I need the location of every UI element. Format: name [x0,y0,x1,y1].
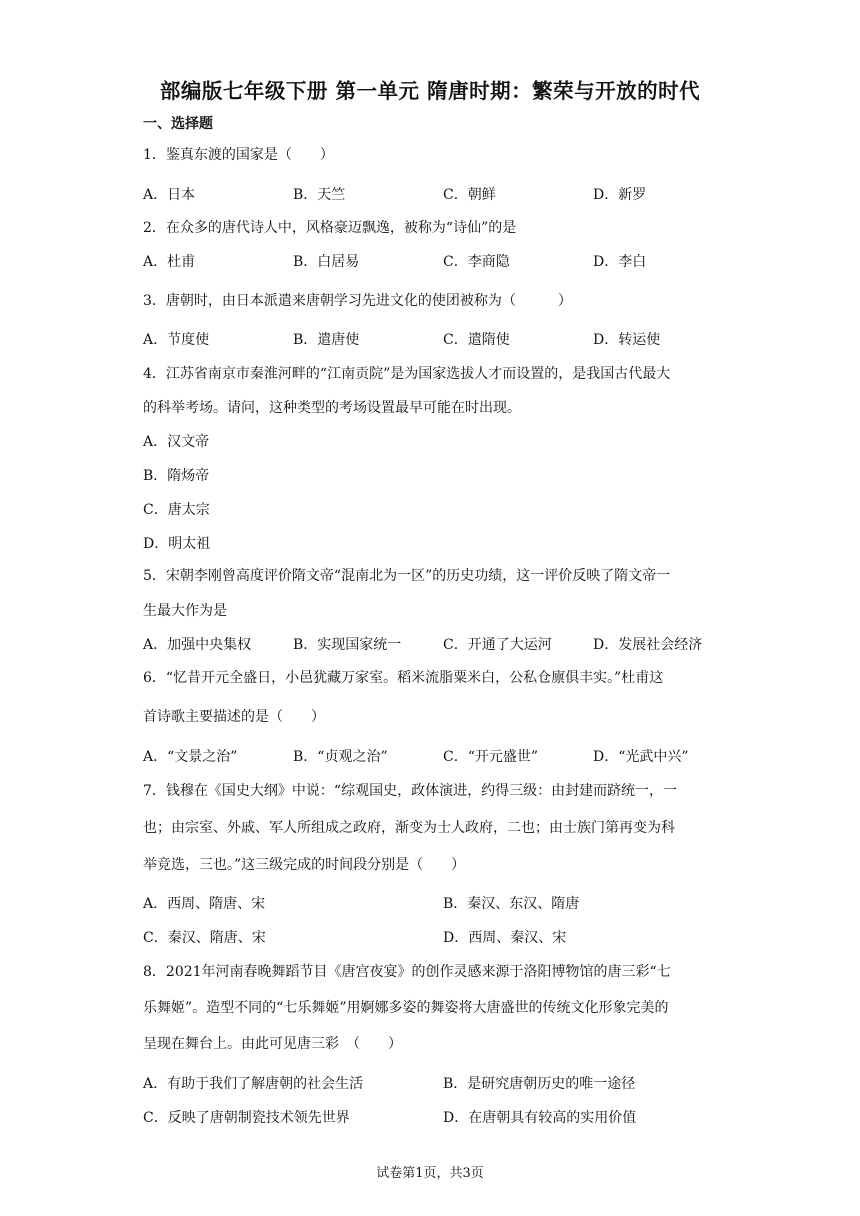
question-7-text-line-2: 也；由宗室、外戚、军人所组成之政府，渐变为士人政府，二也；由士族门第再变为科 [143,820,675,836]
q5-option-a[interactable]: A．加强中央集权 [143,637,252,653]
q3-option-d[interactable]: D．转运使 [593,332,661,348]
q3-option-c[interactable]: C．遣隋使 [443,332,510,348]
question-2-text: 2．在众多的唐代诗人中，风格豪迈飘逸，被称为“诗仙”的是 [143,220,517,236]
q3-option-a[interactable]: A．节度使 [143,332,210,348]
q6-option-d[interactable]: D．“光武中兴” [593,749,689,765]
q8-option-a[interactable]: A．有助于我们了解唐朝的社会生活 [143,1076,364,1092]
question-1-text: 1．鉴真东渡的国家是（ ） [143,147,334,163]
q8-option-c[interactable]: C．反映了唐朝制瓷技术领先世界 [143,1110,350,1126]
q4-option-b[interactable]: B．隋炀帝 [143,468,210,484]
q4-option-d[interactable]: D．明太祖 [143,536,211,552]
q4-option-a[interactable]: A．汉文帝 [143,434,210,450]
q4-option-c[interactable]: C．唐太宗 [143,502,210,518]
q7-option-b[interactable]: B．秦汉、东汉、隋唐 [443,896,580,912]
q6-option-a[interactable]: A．“文景之治” [143,749,238,765]
section-heading: 一、选择题 [143,116,213,132]
question-4-text-line-1: 4．江苏省南京市秦淮河畔的“江南贡院”是为国家选拔人才而设置的，是我国古代最大 [143,366,671,382]
q2-option-b[interactable]: B．白居易 [293,254,360,270]
q5-option-b[interactable]: B．实现国家统一 [293,637,402,653]
q8-option-d[interactable]: D．在唐朝具有较高的实用价值 [443,1110,637,1126]
q8-option-b[interactable]: B．是研究唐朝历史的唯一途径 [443,1076,636,1092]
question-8-text-line-2: 乐舞姬”。造型不同的“七乐舞姬”用婀娜多姿的舞姿将大唐盛世的传统文化形象完美的 [143,1000,669,1016]
q1-option-a[interactable]: A．日本 [143,187,196,203]
question-6-text-line-1: 6．“忆昔开元全盛日，小邑犹藏万家室。稻米流脂粟米白，公私仓廪俱丰实。”杜甫这 [143,670,664,686]
q6-option-b[interactable]: B．“贞观之治” [293,749,388,765]
q2-option-a[interactable]: A．杜甫 [143,254,196,270]
q7-option-d[interactable]: D．西周、秦汉、宋 [443,930,567,946]
question-4-text-line-2: 的科举考场。请问，这种类型的考场设置最早可能在时出现。 [143,400,521,416]
question-8-text-line-1: 8．2021年河南春晚舞蹈节目《唐宫夜宴》的创作灵感来源于洛阳博物馆的唐三彩“七 [143,964,671,980]
q6-option-c[interactable]: C．“开元盛世” [443,749,539,765]
q1-option-c[interactable]: C．朝鲜 [443,187,496,203]
question-7-text-line-1: 7．钱穆在《国史大纲》中说：“综观国史，政体演进，约得三级：由封建而跻统一，一 [143,783,678,799]
question-3-text: 3．唐朝时，由日本派遣来唐朝学习先进文化的使团被称为（ ） [143,293,572,309]
q7-option-a[interactable]: A．西周、隋唐、宋 [143,896,266,912]
page-title: 部编版七年级下册 第一单元 隋唐时期：繁荣与开放的时代 [159,79,701,103]
q5-option-d[interactable]: D．发展社会经济 [593,637,703,653]
question-5-text-line-2: 生最大作为是 [143,603,227,619]
q2-option-d[interactable]: D．李白 [593,254,647,270]
question-8-text-line-3: 呈现在舞台上。由此可见唐三彩 （ ） [143,1036,402,1052]
question-6-text-line-2: 首诗歌主要描述的是（ ） [143,709,325,725]
q3-option-b[interactable]: B．遣唐使 [293,332,360,348]
question-7-text-line-3: 举竞选，三也。”这三级完成的时间段分别是（ ） [143,857,466,873]
question-5-text-line-1: 5．宋朝李刚曾高度评价隋文帝“混南北为一区”的历史功绩，这一评价反映了隋文帝一 [143,568,671,584]
q2-option-c[interactable]: C．李商隐 [443,254,510,270]
q7-option-c[interactable]: C．秦汉、隋唐、宋 [143,930,266,946]
q1-option-d[interactable]: D．新罗 [593,187,647,203]
q5-option-c[interactable]: C．开通了大运河 [443,637,552,653]
q1-option-b[interactable]: B．天竺 [293,187,346,203]
page-footer: 试卷第1页，共3页 [376,1166,484,1181]
